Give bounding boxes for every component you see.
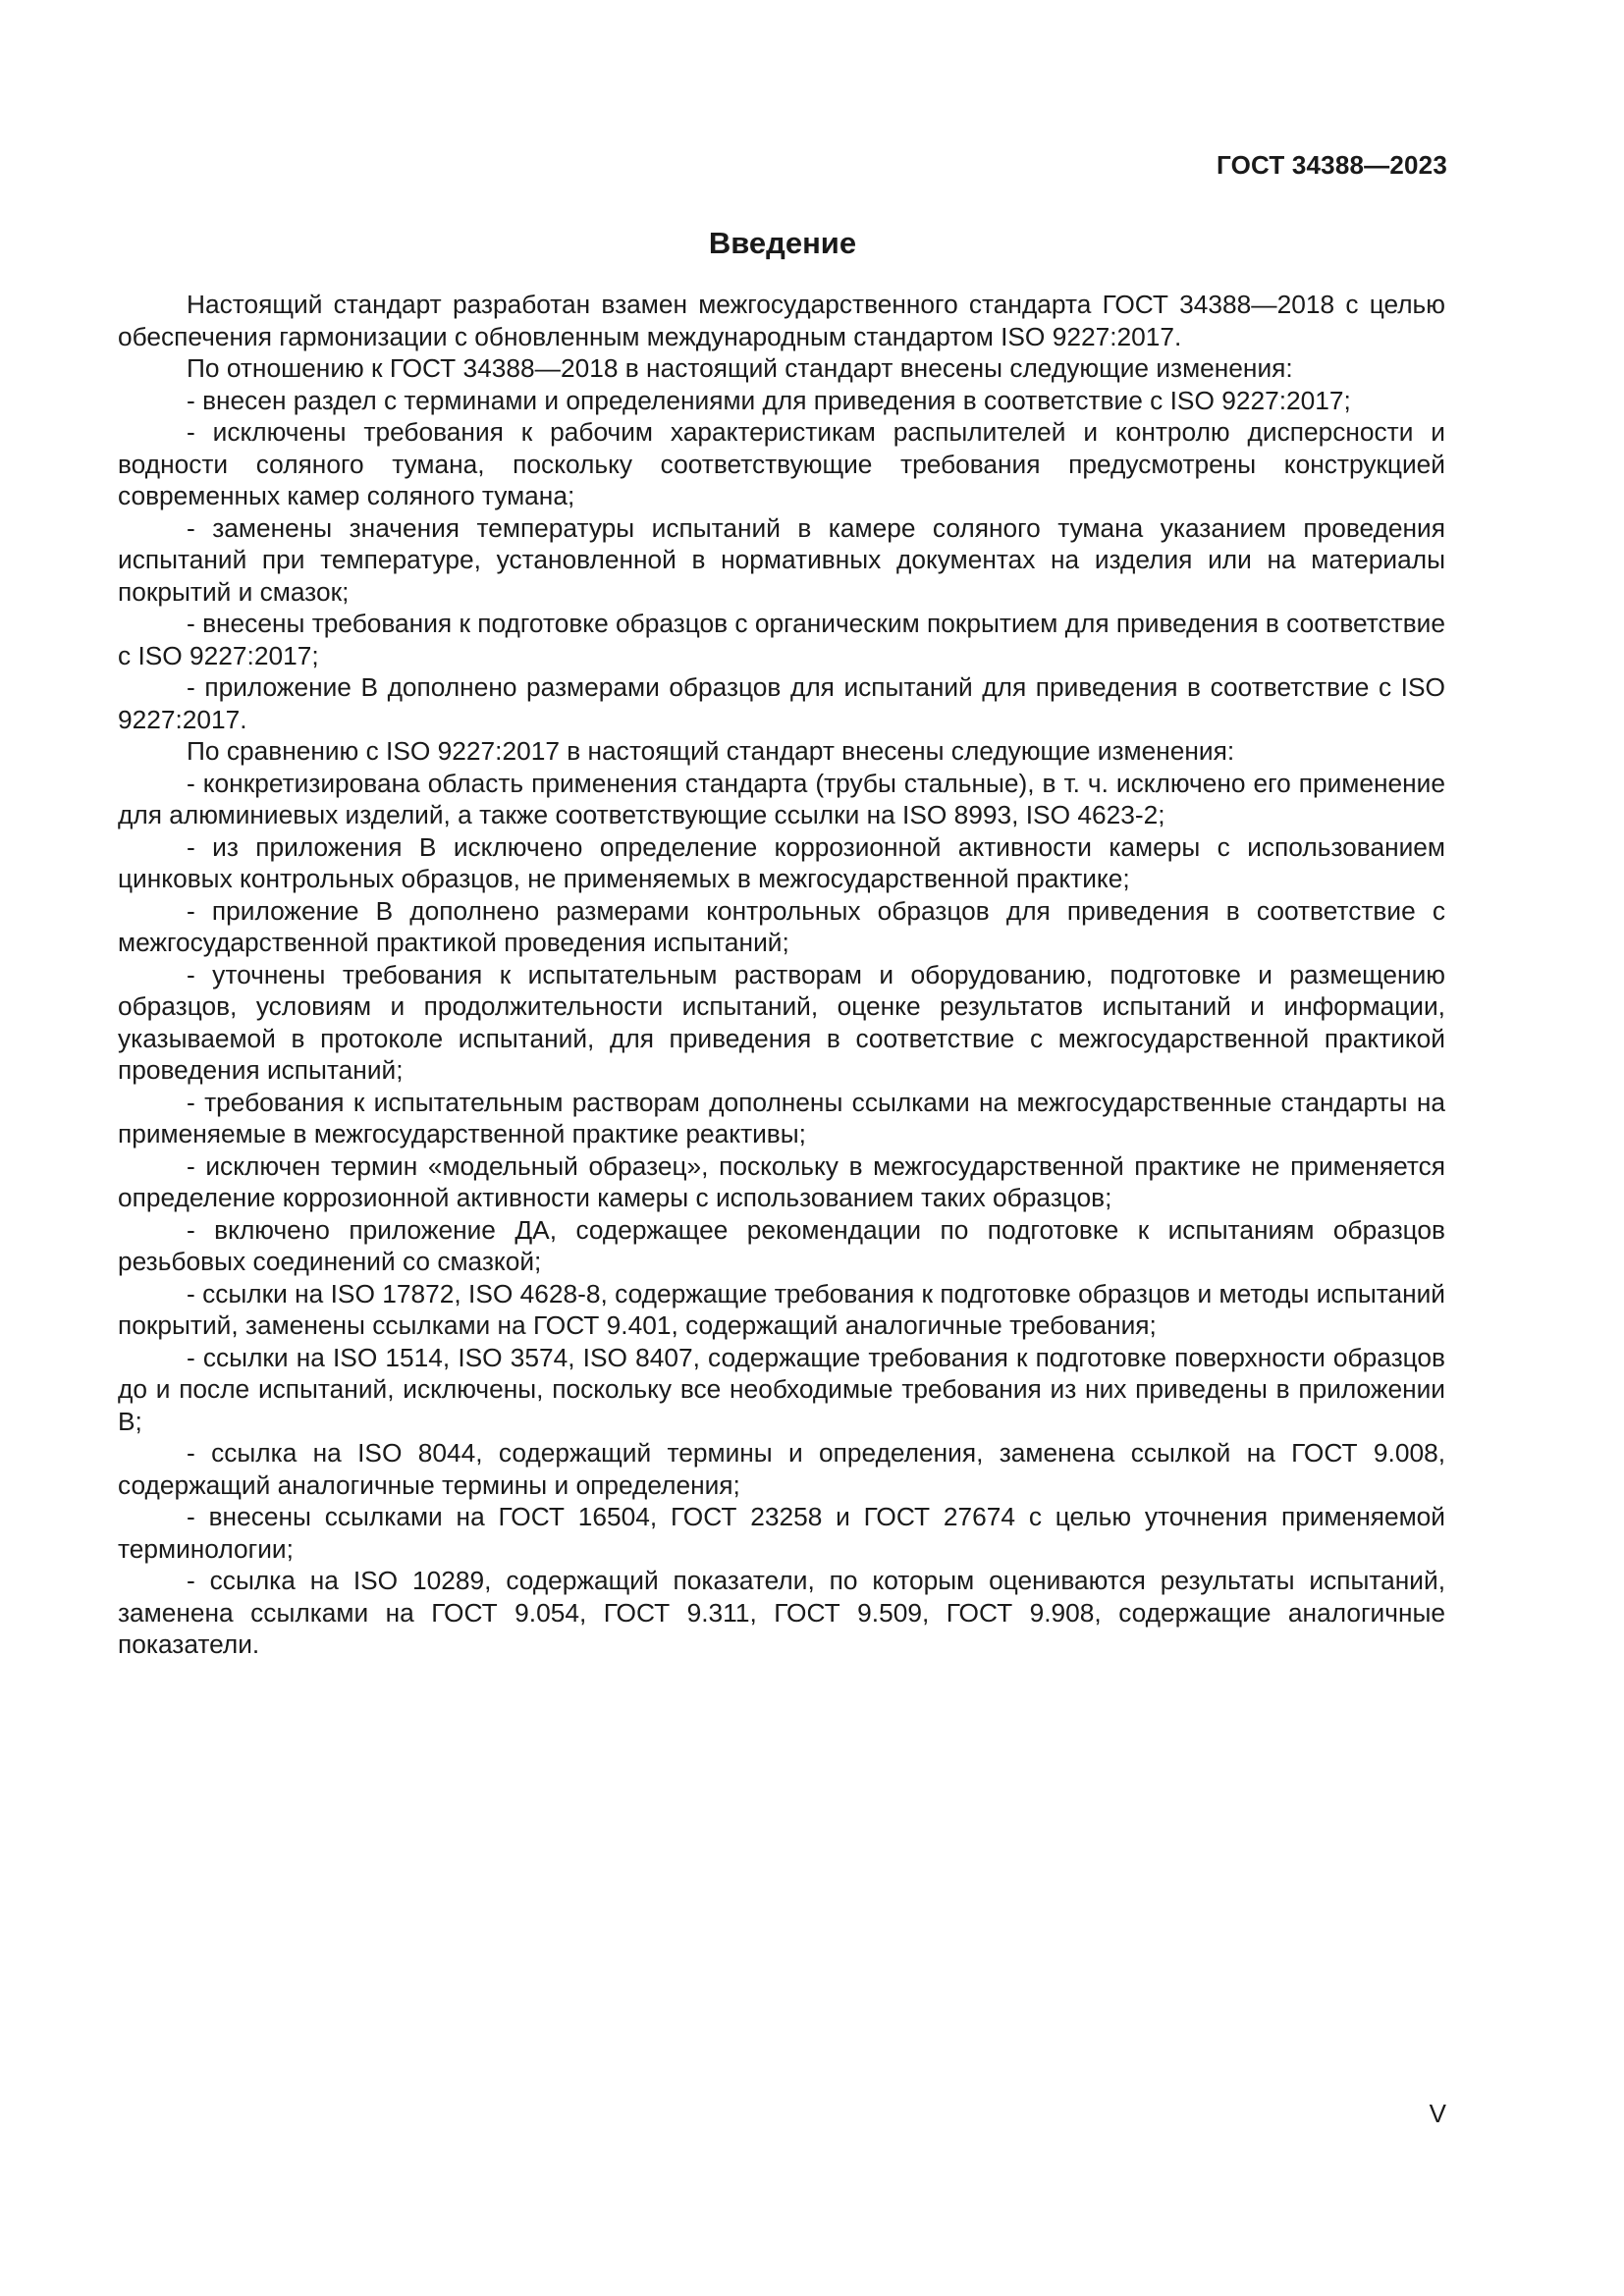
list-item: - из приложения В исключено определение коррозионной активности камеры с использованием цинковых контрольных образцов, не применяемых в межгосударственной практике;: [118, 831, 1445, 893]
page-number: V: [1429, 2099, 1446, 2128]
list-item: - внесен раздел с терминами и определениями для приведения в соответствие с ISO 9227:2017;: [187, 385, 1351, 415]
list-item: - внесены требования к подготовке образцов с органическим покрытием для приведения в соответствие с ISO 9227:2017;: [118, 609, 1445, 670]
list-item: - ссылки на ISO 17872, ISO 4628-8, содержащие требования к подготовке образцов и методы испытаний покрытий, заменены ссылками на ГОСТ 9.401, содержащий аналогичные требования;: [118, 1278, 1445, 1340]
body-text: [118, 289, 1445, 1661]
list-item: - ссылки на ISO 1514, ISO 3574, ISO 8407, содержащие требования к подготовке поверхности образцов до и после испытаний, исключены, поскольку все необходимые требования из них приведены в приложении В;: [118, 1342, 1445, 1436]
list-item: - ссылка на ISO 8044, содержащий термины и определения, заменена ссылкой на ГОСТ 9.008, содержащий аналогичные термины и определения;: [118, 1438, 1445, 1500]
list-item: - внесены ссылками на ГОСТ 16504, ГОСТ 23258 и ГОСТ 27674 с целью уточнения применяемой терминологии;: [118, 1502, 1445, 1564]
list-item: - уточнены требования к испытательным растворам и оборудованию, подготовке и размещению образцов, условиям и продолжительности испытаний, оценке результатов испытаний и информации, указываемой в протоколе испытаний, для приведения в соответствие с межгосударственной практикой проведения испытаний;: [118, 959, 1445, 1085]
list-item: - исключен термин «модельный образец», поскольку в межгосударственной практике не применяется определение коррозионной активности камеры с использованием таких образцов;: [118, 1150, 1445, 1212]
list-item: - включено приложение ДА, содержащее рекомендации по подготовке к испытаниям образцов резьбовых соединений со смазкой;: [118, 1214, 1445, 1276]
paragraph: По отношению к ГОСТ 34388—2018 в настоящий стандарт внесены следующие изменения:: [187, 353, 1293, 383]
paragraph: По сравнению с ISO 9227:2017 в настоящий стандарт внесены следующие изменения:: [187, 736, 1235, 766]
list-item: - исключены требования к рабочим характеристикам распылителей и контролю дисперсности и водности соляного тумана, поскольку соответствующие требования предусмотрены конструкцией современных камер соляного тумана;: [118, 417, 1445, 510]
section-title: Введение: [708, 226, 857, 260]
list-item: - требования к испытательным растворам дополнены ссылками на межгосударственные стандарты на применяемые в межгосударственной практике реактивы;: [118, 1087, 1445, 1148]
document-code: ГОСТ 34388—2023: [1217, 150, 1447, 180]
list-item: - приложение В дополнено размерами образцов для испытаний для приведения в соответствие с ISO 9227:2017.: [118, 672, 1445, 734]
list-item: - приложение В дополнено размерами контрольных образцов для приведения в соответствие с межгосударственной практикой проведения испытаний;: [118, 895, 1445, 957]
list-item: - конкретизирована область применения стандарта (трубы стальные), в т. ч. исключено его применение для алюминиевых изделий, а также соответствующие ссылки на ISO 8993, ISO 4623-2;: [118, 768, 1445, 829]
list-item: - заменены значения температуры испытаний в камере соляного тумана указанием проведения испытаний при температуре, установленной в нормативных документах на изделия или на материалы покрытий и смазок;: [118, 512, 1445, 607]
list-item: - ссылка на ISO 10289, содержащий показатели, по которым оцениваются результаты испытаний, заменена ссылками на ГОСТ 9.054, ГОСТ 9.311, ГОСТ 9.509, ГОСТ 9.908, содержащие аналогичные показатели.: [118, 1566, 1445, 1659]
paragraph: Настоящий стандарт разработан взамен межгосударственного стандарта ГОСТ 34388—2018 с целью обеспечения гармонизации с обновленным международным стандартом ISO 9227:2017.: [118, 290, 1445, 351]
